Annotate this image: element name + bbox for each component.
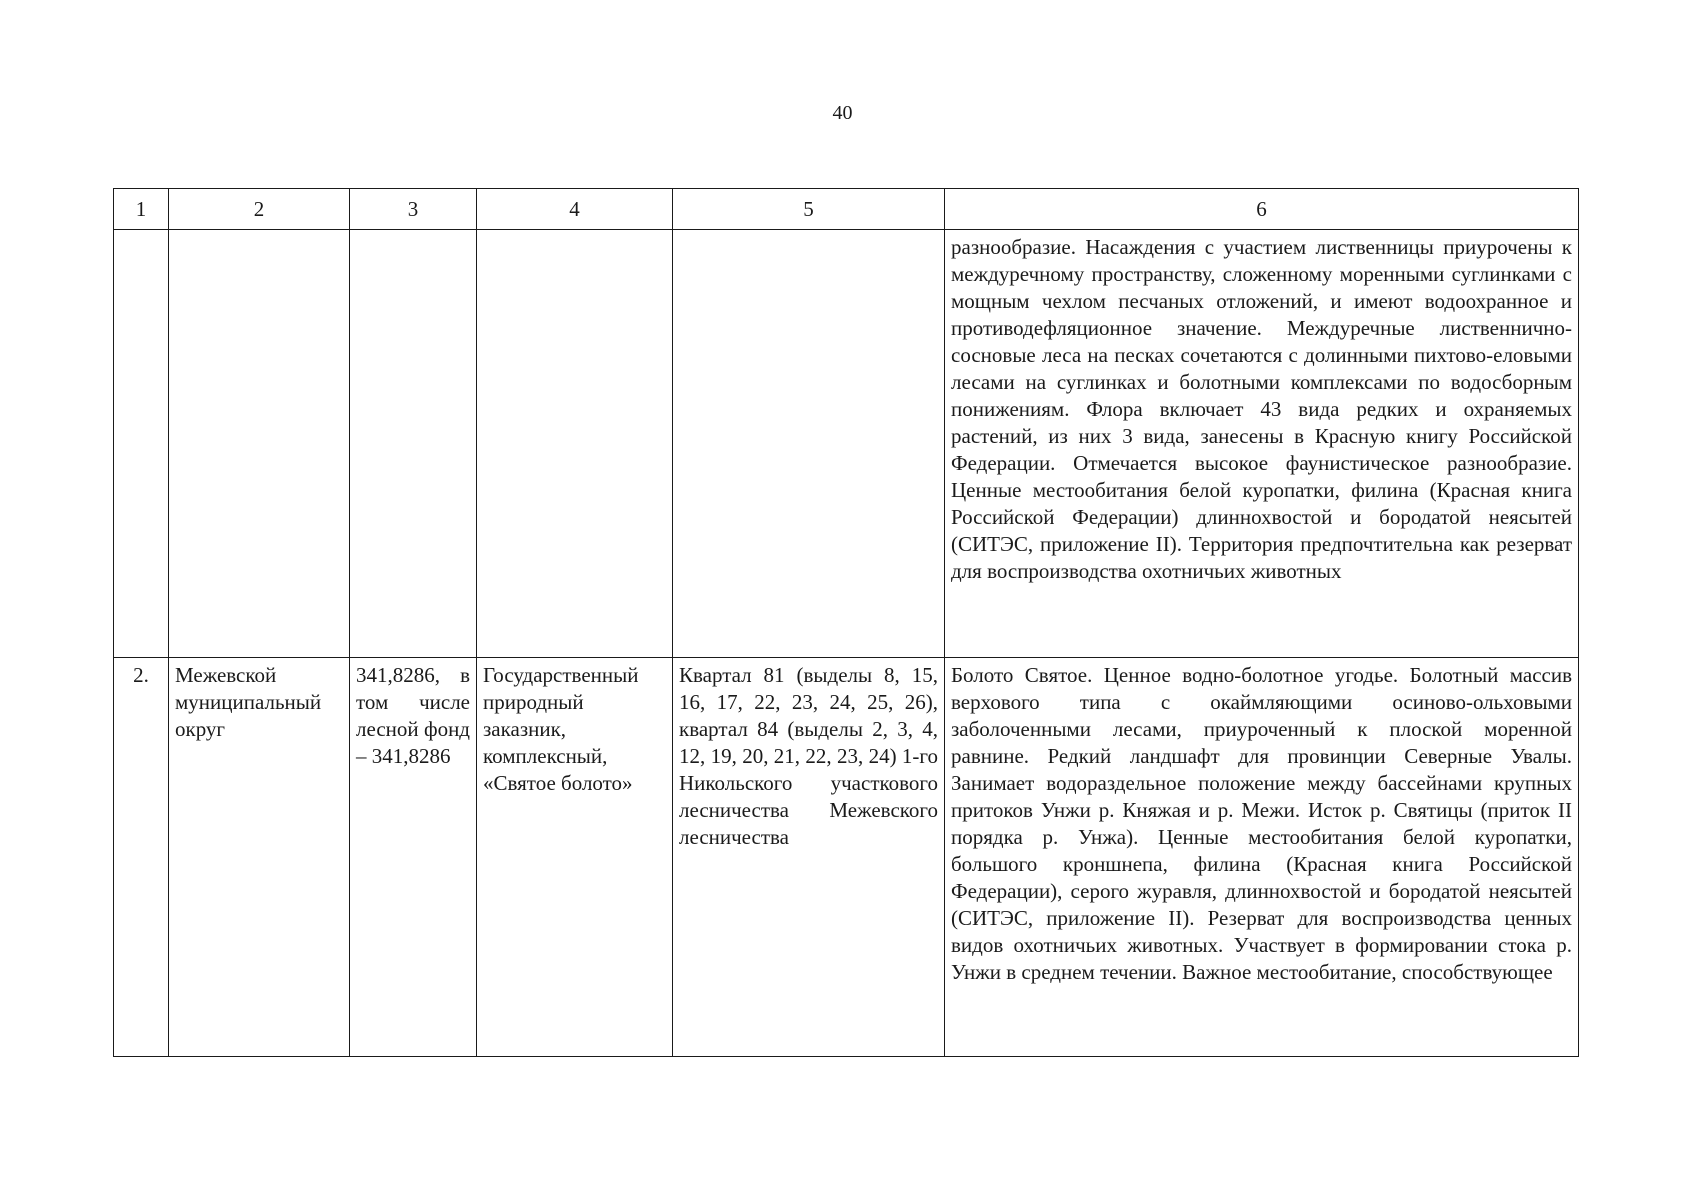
table-header-row bbox=[114, 189, 1579, 230]
table-row bbox=[114, 230, 1579, 658]
category-cell bbox=[477, 230, 673, 658]
row-number-cell: 2. bbox=[114, 658, 169, 1057]
description-cell: Болото Святое. Ценное водно-болотное угодье. Болотный массив верхового типа с окаймляющими осиново-ольховыми заболоченными лесами, приуроченный к плоской моренной равнине. Редкий ландшафт для провинции Северные Увалы. Занимает водораздельное положение между бассейнами крупных притоков Унжи р. Княжая и р. Межи. Исток р. Святицы (приток II порядка р. Унжа). Ценные местообитания белой куропатки, большого кроншнепа, филина (Красная книга Российской Федерации), серого журавля, длиннохвостой и бородатой неясытей (СИТЭС, приложение II). Резерват для воспроизводства ценных видов охотничьих животных. Участвует в формировании стока р. Унжи в среднем течении. Важное местообитание, способствующее bbox=[945, 658, 1579, 1057]
area-cell bbox=[350, 230, 477, 658]
column-header-2: 2 bbox=[169, 189, 350, 230]
description-cell: разнообразие. Насаждения с участием лиственницы приурочены к междуречному пространству, сложенному моренными суглинками с мощным чехлом песчаных отложений, и имеют водоохранное и противодефляционное значение. Междуречные лиственнично-сосновые леса на песках сочетаются с долинными пихтово-еловыми лесами на суглинках и болотными комплексами по водосборным понижениям. Флора включает 43 вида редких и охраняемых растений, из них 3 вида, занесены в Красную книгу Российской Федерации. Отмечается высокое фаунистическое разнообразие. Ценные местообитания белой куропатки, филина (Красная книга Российской Федерации) длиннохвостой и бородатой неясытей (СИТЭС, приложение II). Территория предпочтительна как резерват для воспроизводства охотничьих животных bbox=[945, 230, 1579, 658]
location-cell bbox=[673, 230, 945, 658]
location-cell: Квартал 81 (выделы 8, 15, 16, 17, 22, 23, 24, 25, 26), квартал 84 (выделы 2, 3, 4, 12, 19, 20, 21, 22, 23, 24) 1-го Никольского участкового лесничества Межевского лесничества bbox=[673, 658, 945, 1057]
area-cell: 341,8286, в том числе лесной фонд – 341,8286 bbox=[350, 658, 477, 1057]
protected-areas-table bbox=[113, 188, 1579, 1057]
row-number-cell bbox=[114, 230, 169, 658]
column-header-4: 4 bbox=[477, 189, 673, 230]
municipality-cell: Межевской муниципальный округ bbox=[169, 658, 350, 1057]
column-header-1: 1 bbox=[114, 189, 169, 230]
category-cell: Государственный природный заказник, комплексный, «Святое болото» bbox=[477, 658, 673, 1057]
column-header-3: 3 bbox=[350, 189, 477, 230]
column-header-6: 6 bbox=[945, 189, 1579, 230]
municipality-cell bbox=[169, 230, 350, 658]
table-row bbox=[114, 658, 1579, 1057]
page-number: 40 bbox=[832, 102, 853, 124]
column-header-5: 5 bbox=[673, 189, 945, 230]
